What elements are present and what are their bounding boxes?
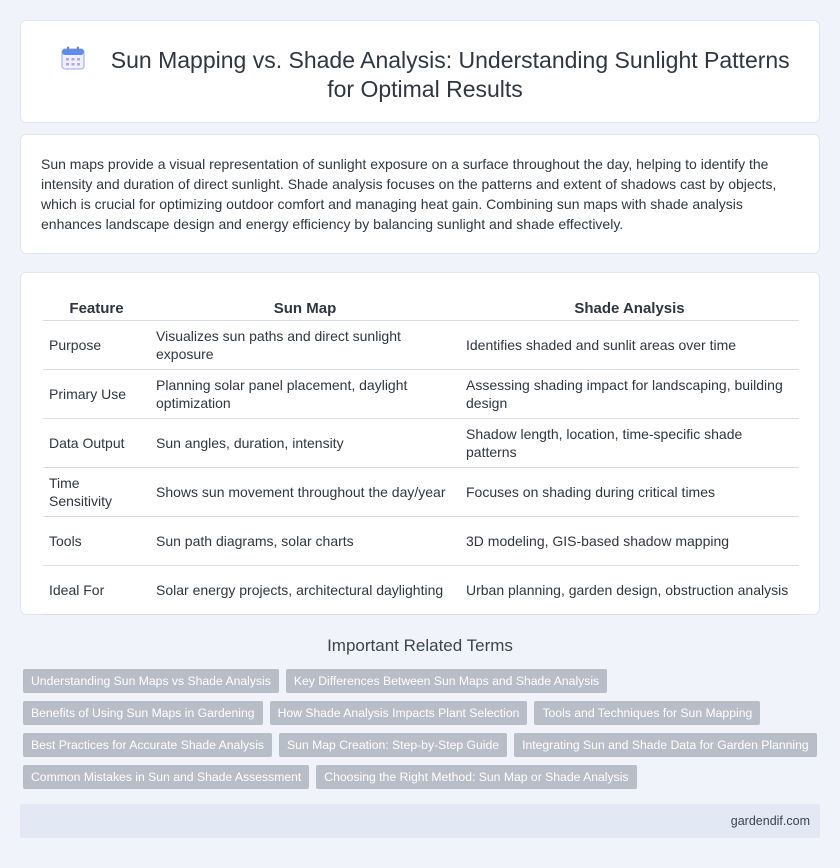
related-term-tag[interactable]: Integrating Sun and Shade Data for Garden Planning <box>514 733 817 757</box>
table-header-row <box>43 294 799 320</box>
table-row <box>43 320 799 369</box>
table-cell: Shadow length, location, time-specific shade patterns <box>460 418 799 467</box>
table-cell: Primary Use <box>43 369 150 418</box>
table-cell: Sun angles, duration, intensity <box>150 418 460 467</box>
comparison-table <box>43 294 799 615</box>
related-term-tag[interactable]: Choosing the Right Method: Sun Map or Shade Analysis <box>316 765 636 789</box>
title-card <box>20 20 820 123</box>
tag-row <box>23 701 813 725</box>
table-row <box>43 369 799 418</box>
intro-card <box>20 134 820 254</box>
table-cell: Focuses on shading during critical times <box>460 467 799 516</box>
related-term-tag[interactable]: How Shade Analysis Impacts Plant Selection <box>270 701 528 725</box>
tag-row <box>23 733 813 757</box>
footer <box>20 804 820 838</box>
header-sun-map: Sun Map <box>150 294 460 320</box>
table-cell: Visualizes sun paths and direct sunlight exposure <box>150 320 460 369</box>
table-cell: Identifies shaded and sunlit areas over time <box>460 320 799 369</box>
table-cell: Shows sun movement throughout the day/year <box>150 467 460 516</box>
table-cell: Ideal For <box>43 565 150 614</box>
header-shade-analysis: Shade Analysis <box>460 294 799 320</box>
calendar-icon <box>60 45 86 71</box>
intro-paragraph: Sun maps provide a visual representation of sunlight exposure on a surface throughout the day, helping to identify the intensity and duration of direct sunlight. Shade analysis focuses on the patterns and extent of shadows cast by objects, which is crucial for optimizing outdoor comfort and managing heat gain. Combining sun maps with shade analysis enhances landscape design and energy efficiency by balancing sunlight and shade effectively. <box>41 156 777 232</box>
related-terms-heading: Important Related Terms <box>327 636 513 655</box>
related-term-tag[interactable]: Benefits of Using Sun Maps in Gardening <box>23 701 263 725</box>
table-row <box>43 467 799 516</box>
table-row <box>43 516 799 565</box>
related-terms-list <box>23 669 813 797</box>
title-wrap <box>51 45 799 104</box>
table-cell: 3D modeling, GIS-based shadow mapping <box>460 516 799 565</box>
tag-row <box>23 765 813 789</box>
table-row <box>43 418 799 467</box>
table-cell: Assessing shading impact for landscaping, building design <box>460 369 799 418</box>
related-term-tag[interactable]: Tools and Techniques for Sun Mapping <box>534 701 760 725</box>
table-cell: Urban planning, garden design, obstruction analysis <box>460 565 799 614</box>
table-cell: Tools <box>43 516 150 565</box>
related-term-tag[interactable]: Common Mistakes in Sun and Shade Assessment <box>23 765 309 789</box>
table-cell: Planning solar panel placement, daylight optimization <box>150 369 460 418</box>
table-row <box>43 565 799 614</box>
header-feature: Feature <box>43 294 150 320</box>
page-title: Sun Mapping vs. Shade Analysis: Understanding Sunlight Patterns for Optimal Results <box>110 47 790 102</box>
tag-row <box>23 669 813 693</box>
related-term-tag[interactable]: Understanding Sun Maps vs Shade Analysis <box>23 669 279 693</box>
table-cell: Data Output <box>43 418 150 467</box>
related-term-tag[interactable]: Key Differences Between Sun Maps and Shade Analysis <box>286 669 607 693</box>
footer-site-link[interactable]: gardendif.com <box>730 814 810 828</box>
table-cell: Sun path diagrams, solar charts <box>150 516 460 565</box>
table-cell: Time Sensitivity <box>43 467 150 516</box>
related-term-tag[interactable]: Sun Map Creation: Step-by-Step Guide <box>279 733 507 757</box>
comparison-table-card <box>20 272 820 615</box>
related-term-tag[interactable]: Best Practices for Accurate Shade Analysis <box>23 733 272 757</box>
table-cell: Solar energy projects, architectural daylighting <box>150 565 460 614</box>
table-cell: Purpose <box>43 320 150 369</box>
